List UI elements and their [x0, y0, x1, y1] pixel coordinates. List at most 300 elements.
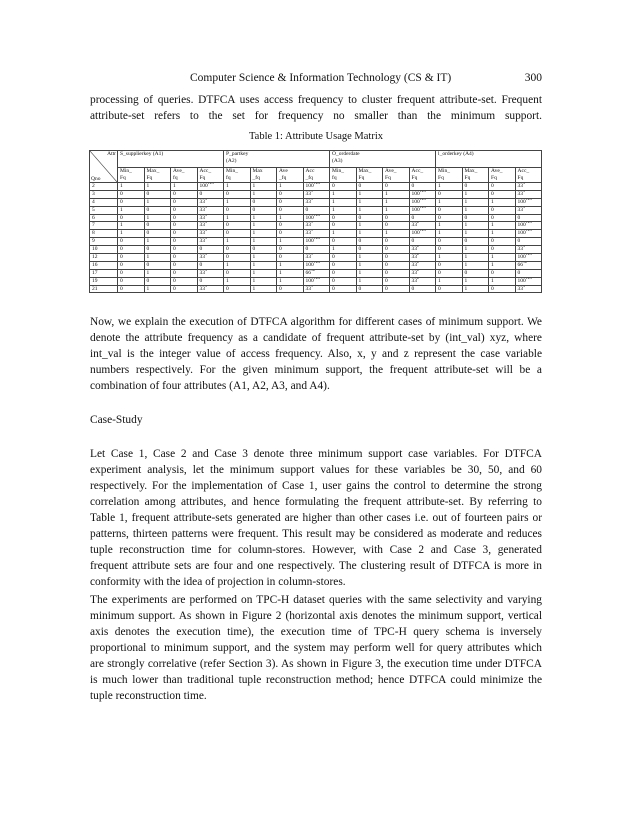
- table-cell: 1: [462, 254, 489, 262]
- case-superscript: 3: [205, 237, 207, 241]
- table-cell: 0: [462, 238, 489, 246]
- table-cell: 0: [118, 246, 145, 254]
- text-line: Table 1, frequent attribute-sets generated are higher than other cases i.e. out of fourteen pairs or: [90, 512, 542, 524]
- text-line: The experiments are performed on TPC-H dataset queries with the same selectivity and varying: [90, 594, 542, 606]
- table-cell: 1: [356, 190, 383, 198]
- table-cell: 1: [250, 222, 277, 230]
- table-cell: 1: [224, 261, 251, 269]
- intro-paragraph: [90, 92, 542, 124]
- group-header: S_supplierkey (A1): [118, 151, 224, 168]
- table-cell: 1: [250, 261, 277, 269]
- table-cell: 0: [330, 183, 357, 191]
- table-cell: 1: [330, 190, 357, 198]
- text-line: combination of four attributes (A1, A2, A3, and A4).: [90, 380, 330, 392]
- corner-bottom-label: Qno: [91, 175, 101, 182]
- table-cell: 0: [277, 222, 304, 230]
- case-superscript: 124: [313, 261, 320, 265]
- text-line: minimum support. As shown in Figure 2 (horizontal axis denotes the minimum support, vertical: [90, 610, 542, 622]
- table-cell: 0: [515, 238, 542, 246]
- table-cell: 0: [436, 285, 463, 293]
- table-cell: 0: [224, 190, 251, 198]
- table-cell: 1: [356, 206, 383, 214]
- case-superscript: 123: [419, 206, 426, 209]
- table-cell: 0: [330, 285, 357, 293]
- column-header: Max _fq: [250, 168, 277, 183]
- table-cell: 0: [436, 269, 463, 277]
- table-cell: $33^1$: [303, 230, 330, 238]
- text-line: tuple reconstruction time for column-stores. However, with Case 2 and Case 3, generated: [90, 544, 542, 556]
- table-cell: 1: [277, 214, 304, 222]
- table-row: [90, 285, 542, 293]
- table-cell: 1: [277, 238, 304, 246]
- table-cell: 0: [383, 269, 410, 277]
- table-cell: 0: [489, 238, 516, 246]
- table-cell: 1: [462, 246, 489, 254]
- table-cell: 0: [118, 198, 145, 206]
- table-cell: 1: [250, 277, 277, 285]
- table-cell: 0: [277, 246, 304, 254]
- table-cell: 0: [144, 190, 171, 198]
- table-cell: 1: [277, 261, 304, 269]
- case-superscript: 123: [419, 190, 426, 194]
- text-line: denote the attribute frequency as a candidate of frequent attribute-set by (int_val) xyz, where: [90, 332, 542, 344]
- case-superscript: 3: [205, 229, 207, 233]
- table-cell: 1: [489, 261, 516, 269]
- table-cell: 0: [462, 269, 489, 277]
- table-cell: $100^{123}$: [515, 222, 542, 230]
- column-header: Min_ Fq: [436, 168, 463, 183]
- query-number-cell: 10: [90, 246, 118, 254]
- table-cell: 1: [462, 190, 489, 198]
- table-cell: 0: [144, 206, 171, 214]
- case-study-heading: Case-Study: [90, 414, 143, 426]
- text-line: correlation among attributes, and hence formulating the frequent attribute-set. By referring to: [90, 496, 542, 508]
- case-superscript: 1: [311, 253, 314, 257]
- table-cell: $100^{123}$: [197, 183, 224, 191]
- attribute-usage-table: [89, 150, 542, 293]
- table-cell: 0: [197, 277, 224, 285]
- group-header: O_orderdate (A3): [330, 151, 436, 168]
- query-number-cell: 5: [90, 206, 118, 214]
- table-cell: 0: [277, 206, 304, 214]
- query-number-cell: 8: [90, 230, 118, 238]
- table-cell: 1: [356, 269, 383, 277]
- column-header: Ave_ Fq: [489, 168, 516, 183]
- table-cell: $33^2$: [409, 269, 436, 277]
- table-cell: 0: [383, 238, 410, 246]
- table-row: [90, 254, 542, 262]
- table-cell: 1: [224, 277, 251, 285]
- table-cell: 0: [171, 230, 198, 238]
- table-cell: 0: [118, 238, 145, 246]
- text-line: is much lower than traditional tuple reconstruction method; hence DTFCA could minimize the: [90, 674, 542, 686]
- table-cell: $33^1$: [303, 190, 330, 198]
- text-line: axis denotes the execution time), the execution time of TPC-H query schema is inversely: [90, 626, 542, 638]
- case-superscript: 123: [419, 229, 426, 233]
- table-cell: 0: [356, 214, 383, 222]
- text-line: int_val is the integer value of access frequency. Also, x, y and z represent the case variable: [90, 348, 542, 360]
- table-cell: 0: [224, 230, 251, 238]
- column-header: Max_ Fq: [462, 168, 489, 183]
- case-superscript: 1: [311, 190, 314, 194]
- table-cell: 0: [118, 214, 145, 222]
- case-superscript: 3: [205, 198, 207, 201]
- case-superscript: 123: [525, 277, 532, 280]
- table-cell: 0: [224, 269, 251, 277]
- table-cell: 1: [383, 206, 410, 214]
- table-cell: 0: [330, 277, 357, 285]
- table-cell: 0: [303, 246, 330, 254]
- corner-cell: [90, 151, 118, 183]
- table-row: [90, 269, 542, 277]
- table-cell: 1: [144, 254, 171, 262]
- table-cell: 1: [224, 183, 251, 191]
- table-cell: $66^{12}$: [303, 269, 330, 277]
- table-cell: $33^2$: [409, 246, 436, 254]
- case-superscript: 2: [417, 221, 420, 225]
- table-cell: $33^3$: [197, 206, 224, 214]
- table-cell: 0: [356, 183, 383, 191]
- table-cell: 1: [383, 190, 410, 198]
- table-cell: 0: [197, 261, 224, 269]
- table-cell: 0: [356, 285, 383, 293]
- table-cell: 1: [383, 230, 410, 238]
- table-cell: $33^3$: [197, 269, 224, 277]
- table-cell: 1: [356, 198, 383, 206]
- table-cell: 0: [462, 214, 489, 222]
- paragraph-experiments: [90, 592, 542, 704]
- case-superscript: 3: [523, 182, 526, 186]
- table-cell: $100^{123}$: [409, 190, 436, 198]
- table-cell: $33^3$: [197, 285, 224, 293]
- query-number-cell: 2: [90, 183, 118, 191]
- table-cell: 1: [489, 222, 516, 230]
- table-cell: 1: [436, 183, 463, 191]
- table-cell: $100^{124}$: [303, 183, 330, 191]
- table-cell: 0: [436, 261, 463, 269]
- case-superscript: 124: [313, 214, 320, 217]
- paragraph-dtfca-explanation: [90, 314, 542, 394]
- table-cell: 1: [250, 230, 277, 238]
- table-cell: 0: [436, 206, 463, 214]
- table-cell: $100^{124}$: [303, 277, 330, 285]
- case-superscript: 124: [313, 237, 320, 241]
- column-header: Min_ fq: [224, 168, 251, 183]
- table-cell: $100^{123}$: [409, 198, 436, 206]
- table-cell: 1: [462, 206, 489, 214]
- paragraph-case-study: [90, 446, 542, 590]
- table-cell: $100^{123}$: [515, 198, 542, 206]
- table-cell: 0: [144, 261, 171, 269]
- table-cell: 1: [250, 183, 277, 191]
- table-cell: 1: [144, 285, 171, 293]
- table-row: [90, 246, 542, 254]
- query-number-cell: 21: [90, 285, 118, 293]
- table-cell: 0: [118, 277, 145, 285]
- table-cell: 0: [171, 269, 198, 277]
- table-row: [90, 214, 542, 222]
- table-cell: 0: [383, 246, 410, 254]
- table-cell: 1: [489, 198, 516, 206]
- table-cell: $100^{124}$: [303, 261, 330, 269]
- case-superscript: 3: [523, 206, 526, 209]
- table-cell: 1: [489, 277, 516, 285]
- table-cell: 1: [436, 222, 463, 230]
- table-cell: 0: [144, 246, 171, 254]
- table-cell: 0: [224, 285, 251, 293]
- table-cell: 1: [330, 230, 357, 238]
- table-cell: 1: [277, 269, 304, 277]
- table-row: [90, 198, 542, 206]
- table-cell: 0: [383, 222, 410, 230]
- table-cell: 0: [330, 238, 357, 246]
- query-number-cell: 17: [90, 269, 118, 277]
- table-cell: 1: [330, 198, 357, 206]
- table-cell: 1: [356, 230, 383, 238]
- table-cell: 1: [356, 254, 383, 262]
- column-header: Ave _fq: [277, 168, 304, 183]
- table-cell: 0: [383, 183, 410, 191]
- table-cell: $100^{123}$: [515, 254, 542, 262]
- table-cell: 0: [277, 230, 304, 238]
- column-header: Acc_ Fq: [409, 168, 436, 183]
- table-cell: 1: [462, 261, 489, 269]
- table-cell: 0: [171, 277, 198, 285]
- table-cell: 0: [277, 190, 304, 198]
- table-cell: $33^1$: [303, 285, 330, 293]
- table-cell: 0: [330, 261, 357, 269]
- table-cell: 1: [462, 277, 489, 285]
- table-cell: 0: [144, 222, 171, 230]
- table-cell: $33^2$: [409, 277, 436, 285]
- text-line: attribute-set refers to the set for frequency no smaller than the minimum support.: [90, 110, 542, 122]
- table-cell: 1: [118, 230, 145, 238]
- table-cell: 1: [144, 214, 171, 222]
- case-superscript: 3: [523, 285, 526, 288]
- column-header: Max_ Fq: [356, 168, 383, 183]
- table-cell: 0: [171, 285, 198, 293]
- table-cell: 0: [118, 285, 145, 293]
- table-cell: 1: [462, 198, 489, 206]
- table-cell: $33^1$: [303, 222, 330, 230]
- table-cell: 0: [118, 190, 145, 198]
- page-number: 300: [524, 72, 542, 84]
- column-header: Acc _fq: [303, 168, 330, 183]
- table-cell: 0: [409, 238, 436, 246]
- case-superscript: 3: [205, 221, 207, 225]
- table-cell: 0: [171, 238, 198, 246]
- case-superscript: 3: [523, 245, 526, 249]
- table-cell: 1: [250, 214, 277, 222]
- table-cell: 0: [356, 238, 383, 246]
- table-cell: 0: [171, 246, 198, 254]
- table-cell: 0: [171, 254, 198, 262]
- table-cell: $100^{123}$: [409, 230, 436, 238]
- text-line: tuple reconstruction time.: [90, 690, 207, 702]
- table-cell: 0: [303, 206, 330, 214]
- text-line: conformity with the idea of projection in column-stores.: [90, 576, 346, 588]
- table-cell: 0: [224, 246, 251, 254]
- table-cell: $33^3$: [515, 190, 542, 198]
- running-header: [90, 72, 542, 86]
- table-cell: 1: [436, 230, 463, 238]
- table-cell: 0: [277, 285, 304, 293]
- table-cell: 0: [171, 206, 198, 214]
- table-cell: 1: [462, 222, 489, 230]
- table-cell: 1: [224, 198, 251, 206]
- table-cell: 1: [436, 277, 463, 285]
- case-superscript: 3: [205, 253, 207, 257]
- table-cell: 0: [250, 198, 277, 206]
- query-number-cell: 3: [90, 190, 118, 198]
- table-row: [90, 261, 542, 269]
- table-cell: $33^2$: [409, 222, 436, 230]
- table-cell: 1: [118, 183, 145, 191]
- case-superscript: 12: [523, 261, 528, 265]
- table-cell: 0: [489, 269, 516, 277]
- table-cell: 0: [277, 198, 304, 206]
- table-cell: 1: [250, 238, 277, 246]
- text-line: processing of queries. DTFCA uses access frequency to cluster frequent attribute-set. Frequent: [90, 94, 542, 106]
- table-cell: 0: [330, 214, 357, 222]
- table-cell: 0: [489, 214, 516, 222]
- group-header: P_partkey (A2): [224, 151, 330, 168]
- case-superscript: 3: [205, 269, 207, 272]
- table-cell: 0: [118, 254, 145, 262]
- table-cell: 0: [436, 246, 463, 254]
- table-cell: 0: [224, 254, 251, 262]
- table-cell: 1: [383, 198, 410, 206]
- table-cell: 0: [383, 277, 410, 285]
- table-cell: 0: [409, 183, 436, 191]
- query-number-cell: 4: [90, 198, 118, 206]
- table-row: [90, 190, 542, 198]
- table-cell: 1: [462, 230, 489, 238]
- table-cell: 0: [330, 269, 357, 277]
- table-cell: 1: [356, 277, 383, 285]
- table-cell: 1: [224, 214, 251, 222]
- case-superscript: 123: [207, 182, 214, 186]
- case-superscript: 1: [311, 285, 314, 288]
- table-cell: $33^1$: [303, 254, 330, 262]
- table-cell: 1: [144, 198, 171, 206]
- case-superscript: 2: [417, 269, 420, 272]
- table-cell: 0: [171, 198, 198, 206]
- text-line: respectively. For the implementation of Case 1, user gains the control to determine the strong: [90, 480, 542, 492]
- column-header: Min_ fq: [330, 168, 357, 183]
- table-cell: 1: [436, 254, 463, 262]
- table-cell: 1: [144, 183, 171, 191]
- table-cell: 0: [462, 183, 489, 191]
- table-row: [90, 206, 542, 214]
- query-number-cell: 7: [90, 222, 118, 230]
- table-cell: 1: [277, 183, 304, 191]
- column-header: Min_ Fq: [118, 168, 145, 183]
- text-line: numbers respectively. For the given minimum support, the frequent attribute-set will be a: [90, 364, 542, 376]
- table-cell: 0: [515, 214, 542, 222]
- table-cell: 0: [224, 206, 251, 214]
- table-cell: 0: [383, 285, 410, 293]
- query-number-cell: 16: [90, 261, 118, 269]
- table-cell: 0: [515, 269, 542, 277]
- table-cell: $33^3$: [515, 285, 542, 293]
- table-cell: 0: [383, 254, 410, 262]
- case-superscript: 1: [311, 198, 314, 201]
- table-cell: $33^3$: [197, 222, 224, 230]
- table-cell: 0: [489, 190, 516, 198]
- table-cell: 0: [436, 190, 463, 198]
- table-cell: 1: [489, 230, 516, 238]
- table-cell: $100^{123}$: [409, 206, 436, 214]
- table-cell: 1: [250, 285, 277, 293]
- table-cell: 0: [144, 277, 171, 285]
- case-superscript: 1: [311, 229, 314, 233]
- table-cell: 0: [409, 214, 436, 222]
- table-cell: 0: [171, 190, 198, 198]
- query-number-cell: 9: [90, 238, 118, 246]
- column-header: Acc_ Fq: [197, 168, 224, 183]
- table-cell: 1: [171, 183, 198, 191]
- table-cell: $33^3$: [197, 230, 224, 238]
- table-cell: 0: [224, 222, 251, 230]
- corner-top-label: Attr: [107, 151, 116, 157]
- table-cell: $33^3$: [515, 183, 542, 191]
- table-cell: $33^3$: [197, 254, 224, 262]
- table-cell: $33^3$: [515, 246, 542, 254]
- table-cell: 1: [356, 261, 383, 269]
- table-cell: 1: [224, 238, 251, 246]
- text-line: are strongly correlative (refer Section 3). As shown in Figure 3, the execution time under DTFCA: [90, 658, 542, 670]
- column-header: Max_ Fq: [144, 168, 171, 183]
- table-cell: 0: [171, 261, 198, 269]
- table-cell: 0: [489, 206, 516, 214]
- case-superscript: 1: [311, 221, 314, 225]
- case-superscript: 123: [419, 198, 426, 201]
- table-cell: 0: [436, 238, 463, 246]
- table-cell: $33^2$: [409, 254, 436, 262]
- case-superscript: 12: [311, 269, 316, 272]
- case-superscript: 124: [313, 277, 320, 280]
- table-row: [90, 238, 542, 246]
- table-row: [90, 230, 542, 238]
- table-cell: $100^{124}$: [303, 214, 330, 222]
- table-cell: 0: [118, 261, 145, 269]
- table-cell: $33^3$: [197, 198, 224, 206]
- case-superscript: 123: [525, 253, 532, 257]
- table-cell: 1: [144, 238, 171, 246]
- table-cell: $33^2$: [409, 261, 436, 269]
- text-line: frequent attribute sets are four and one respectively. The clustering result of DTFCA is more in: [90, 560, 542, 572]
- table-cell: $33^3$: [197, 238, 224, 246]
- table-cell: 0: [330, 254, 357, 262]
- table-cell: 0: [171, 222, 198, 230]
- table-cell: 0: [250, 246, 277, 254]
- table-cell: $66^{12}$: [515, 261, 542, 269]
- table-cell: 1: [462, 285, 489, 293]
- table-row: [90, 222, 542, 230]
- table-caption: Table 1: Attribute Usage Matrix: [249, 131, 383, 142]
- table-cell: 0: [118, 269, 145, 277]
- text-line: experiment analysis, let the minimum support values for these variables be 30, 50, and 60: [90, 464, 542, 476]
- table-cell: 1: [250, 190, 277, 198]
- table-cell: 0: [489, 183, 516, 191]
- table-cell: 0: [383, 261, 410, 269]
- table-cell: 1: [118, 206, 145, 214]
- group-header: l_orderkey (A4): [436, 151, 542, 168]
- table-cell: 0: [383, 214, 410, 222]
- table-cell: 0: [436, 214, 463, 222]
- table-cell: 1: [250, 269, 277, 277]
